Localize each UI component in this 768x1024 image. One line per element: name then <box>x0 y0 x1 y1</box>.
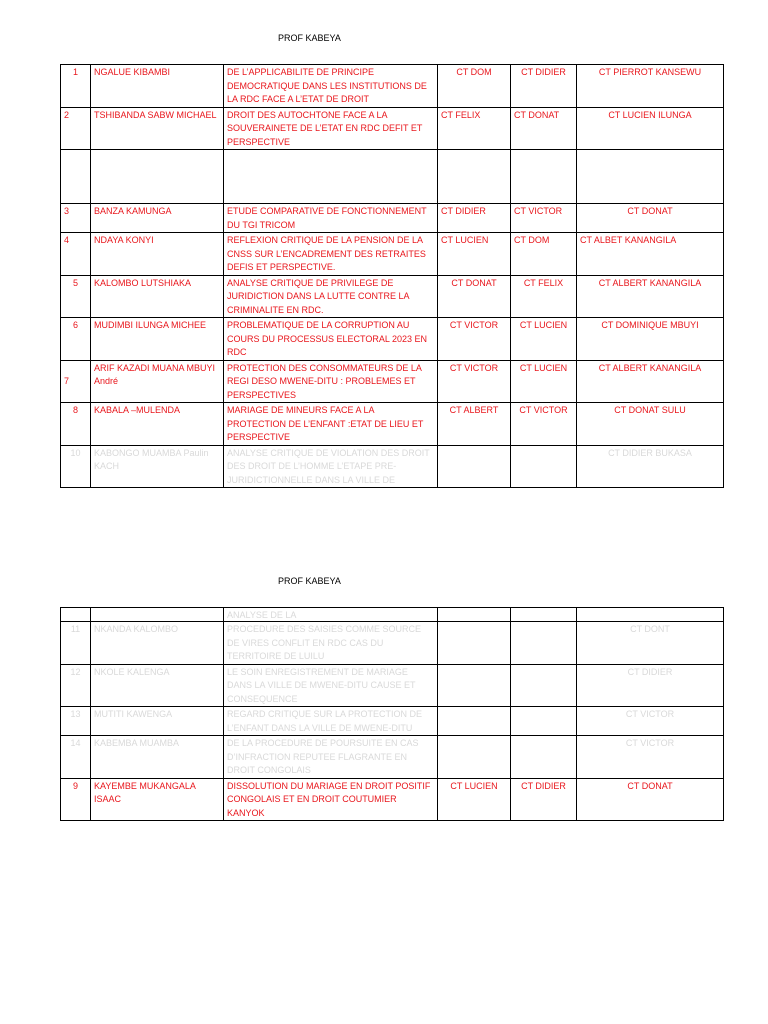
thesis-subject: LE SOIN ENREGISTREMENT DE MARIAGE DANS LA VILLE DE MWENE-DITU CAUSE ET CONSEQUENCE <box>224 664 438 707</box>
reader-3: CT DONAT <box>577 204 724 233</box>
student-name: KALOMBO LUTSHIAKA <box>91 275 224 318</box>
reader-2: CT FELIX <box>511 275 577 318</box>
reader-3: CT PIERROT KANSEWU <box>577 65 724 108</box>
reader-1 <box>438 664 511 707</box>
table-row <box>61 778 724 821</box>
thesis-subject: REFLEXION CRITIQUE DE LA PENSION DE LA CNSS SUR L’ENCADREMENT DES RETRAITES DEFIS ET PERSPECTIVE. <box>224 233 438 276</box>
thesis-subject: DE L’APPLICABILITE DE PRINCIPE DEMOCRATIQUE DANS LES INSTITUTIONS DE LA RDC FACE A L’ETAT DE DROIT <box>224 65 438 108</box>
reader-3: CT VICTOR <box>577 736 724 779</box>
reader-2: CT LUCIEN <box>511 318 577 361</box>
reader-2 <box>511 664 577 707</box>
student-name <box>91 608 224 622</box>
reader-3: CT DONT <box>577 622 724 665</box>
table-row <box>61 150 724 204</box>
student-name: NDAYA KONYI <box>91 233 224 276</box>
assignment-table-1 <box>60 64 724 488</box>
reader-2: CT DONAT <box>511 107 577 150</box>
student-name: KABALA –MULENDA <box>91 403 224 446</box>
reader-3: CT ALBERT KANANGILA <box>577 275 724 318</box>
thesis-subject: ANALYSE CRITIQUE DE PRIVILEGE DE JURIDICTION DANS LA LUTTE CONTRE LA CRIMINALITE EN RDC. <box>224 275 438 318</box>
reader-2 <box>511 622 577 665</box>
table-row <box>61 403 724 446</box>
student-name: KAYEMBE MUKANGALA ISAAC <box>91 778 224 821</box>
page-heading-2: PROF KABEYA <box>278 576 341 586</box>
reader-3 <box>577 608 724 622</box>
reader-1: CT LUCIEN <box>438 233 511 276</box>
thesis-subject: ANALYSE DE LA <box>224 608 438 622</box>
table-row <box>61 275 724 318</box>
reader-2: CT VICTOR <box>511 204 577 233</box>
table-row <box>61 204 724 233</box>
reader-3 <box>577 150 724 204</box>
row-number <box>61 608 91 622</box>
reader-1: CT VICTOR <box>438 360 511 403</box>
reader-3: CT ALBERT KANANGILA <box>577 360 724 403</box>
row-number: 6 <box>61 318 91 361</box>
student-name: NGALUE KIBAMBI <box>91 65 224 108</box>
reader-3: CT ALBET KANANGILA <box>577 233 724 276</box>
reader-1: CT VICTOR <box>438 318 511 361</box>
page-heading-1: PROF KABEYA <box>278 33 341 43</box>
thesis-subject: DISSOLUTION DU MARIAGE EN DROIT POSITIF CONGOLAIS ET EN DROIT COUTUMIER KANYOK <box>224 778 438 821</box>
reader-3: CT DIDIER BUKASA <box>577 445 724 488</box>
row-number: 14 <box>61 736 91 779</box>
row-number: 1 <box>61 65 91 108</box>
student-name: NKOLE KALENGA <box>91 664 224 707</box>
reader-2 <box>511 707 577 736</box>
reader-2 <box>511 736 577 779</box>
reader-1 <box>438 707 511 736</box>
table-row <box>61 707 724 736</box>
row-number: 4 <box>61 233 91 276</box>
row-number: 9 <box>61 778 91 821</box>
thesis-subject: DROIT DES AUTOCHTONE FACE A LA SOUVERAINETE DE L’ETAT EN RDC DEFIT ET PERSPECTIVE <box>224 107 438 150</box>
row-number: 12 <box>61 664 91 707</box>
reader-1: CT LUCIEN <box>438 778 511 821</box>
reader-1 <box>438 622 511 665</box>
row-number: 5 <box>61 275 91 318</box>
reader-1 <box>438 150 511 204</box>
student-name: NKANDA KALOMBO <box>91 622 224 665</box>
student-name: MUTITI KAWENGA <box>91 707 224 736</box>
row-number <box>61 150 91 204</box>
reader-3: CT LUCIEN ILUNGA <box>577 107 724 150</box>
table-row <box>61 107 724 150</box>
table-row <box>61 608 724 622</box>
student-name <box>91 150 224 204</box>
reader-1: CT DOM <box>438 65 511 108</box>
student-name: BANZA KAMUNGA <box>91 204 224 233</box>
reader-2: CT DIDIER <box>511 778 577 821</box>
reader-2: CT DOM <box>511 233 577 276</box>
student-name: MUDIMBI ILUNGA MICHEE <box>91 318 224 361</box>
student-name: KABEMBA MUAMBA <box>91 736 224 779</box>
assignment-table-2 <box>60 607 724 821</box>
thesis-subject: REGARD CRITIQUE SUR LA PROTECTION DE L’ENFANT DANS LA VILLE DE MWENE-DITU <box>224 707 438 736</box>
row-number: 2 <box>61 107 91 150</box>
thesis-subject: DE LA PROCEDURE DE POURSUITE EN CAS D’INFRACTION REPUTEE FLAGRANTE EN DROIT CONGOLAIS <box>224 736 438 779</box>
table-row <box>61 736 724 779</box>
table-row <box>61 360 724 403</box>
reader-1: CT ALBERT <box>438 403 511 446</box>
reader-2 <box>511 150 577 204</box>
thesis-subject: MARIAGE DE MINEURS FACE A LA PROTECTION DE L’ENFANT :ETAT DE LIEU ET PERSPECTIVE <box>224 403 438 446</box>
table-row <box>61 318 724 361</box>
reader-2 <box>511 445 577 488</box>
student-name: ARIF KAZADI MUANA MBUYI André <box>91 360 224 403</box>
row-number: 8 <box>61 403 91 446</box>
student-name: KABONGO MUAMBA Paulin KACH <box>91 445 224 488</box>
row-number: 7 <box>61 360 91 403</box>
reader-2: CT VICTOR <box>511 403 577 446</box>
thesis-subject: ANALYSE CRITIQUE DE VIOLATION DES DROIT DES DROIT DE L’HOMME L’ETAPE PRE-JURIDICTIONNELLE DANS LA VILLE DE <box>224 445 438 488</box>
thesis-subject: PROCEDURE DES SAISIES COMME SOURCE DE VIRES CONFLIT EN RDC CAS DU TERRITOIRE DE LUILU <box>224 622 438 665</box>
reader-3: CT DOMINIQUE MBUYI <box>577 318 724 361</box>
thesis-subject: PROBLEMATIQUE DE LA CORRUPTION AU COURS DU PROCESSUS ELECTORAL 2023 EN RDC <box>224 318 438 361</box>
table-row <box>61 233 724 276</box>
reader-3: CT DONAT SULU <box>577 403 724 446</box>
reader-3: CT DIDIER <box>577 664 724 707</box>
table-row <box>61 664 724 707</box>
reader-1: CT DIDIER <box>438 204 511 233</box>
thesis-subject: ETUDE COMPARATIVE DE FONCTIONNEMENT DU TGI TRICOM <box>224 204 438 233</box>
row-number: 10 <box>61 445 91 488</box>
thesis-subject: PROTECTION DES CONSOMMATEURS DE LA REGI DESO MWENE-DITU : PROBLEMES ET PERSPECTIVES <box>224 360 438 403</box>
reader-2: CT LUCIEN <box>511 360 577 403</box>
row-number: 11 <box>61 622 91 665</box>
reader-1: CT FELIX <box>438 107 511 150</box>
reader-2 <box>511 608 577 622</box>
reader-3: CT VICTOR <box>577 707 724 736</box>
reader-1: CT DONAT <box>438 275 511 318</box>
reader-1 <box>438 736 511 779</box>
reader-1 <box>438 608 511 622</box>
thesis-subject <box>224 150 438 204</box>
table-row <box>61 65 724 108</box>
table-row <box>61 622 724 665</box>
row-number: 3 <box>61 204 91 233</box>
row-number: 13 <box>61 707 91 736</box>
reader-2: CT DIDIER <box>511 65 577 108</box>
reader-3: CT DONAT <box>577 778 724 821</box>
reader-1 <box>438 445 511 488</box>
student-name: TSHIBANDA SABW MICHAEL <box>91 107 224 150</box>
table-row <box>61 445 724 488</box>
